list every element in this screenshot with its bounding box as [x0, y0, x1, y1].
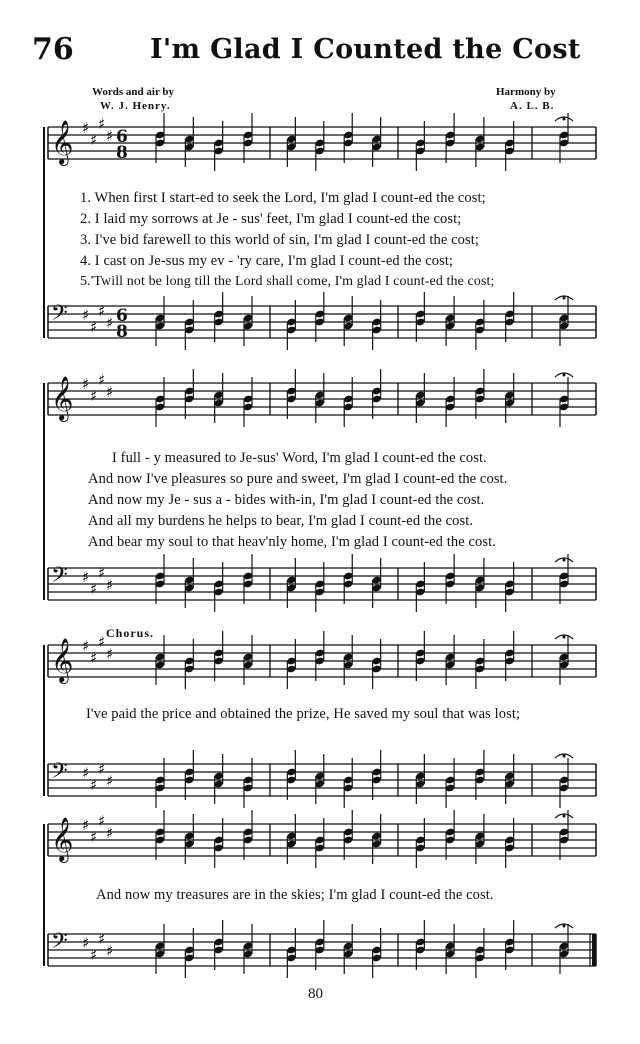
- fermata-dot: [563, 559, 566, 562]
- sharp-icon: ♯: [90, 828, 98, 846]
- sharp-icon: ♯: [98, 371, 106, 389]
- fermata-dot: [563, 815, 566, 818]
- sharp-icon: ♯: [106, 942, 114, 960]
- verse-1-line-2: I full - y measured to Je-sus' Word, I'm glad I count-ed the cost.: [112, 450, 487, 466]
- sharp-icon: ♯: [82, 119, 90, 137]
- page-number: 80: [308, 986, 323, 1002]
- sharp-icon: ♯: [82, 816, 90, 834]
- sharp-icon: ♯: [98, 633, 106, 651]
- sharp-icon: ♯: [90, 131, 98, 149]
- verse-5-line-1: 5.'Twill not be long till the Lord shall come, I'm glad I count-ed the cost;: [80, 274, 495, 289]
- sharp-icon: ♯: [106, 314, 114, 332]
- words-credit-label: Words and air by: [92, 86, 175, 98]
- treble-clef-icon: 𝄞: [51, 817, 74, 861]
- sharp-icon: ♯: [90, 580, 98, 598]
- bass-clef-icon: 𝄢: [51, 759, 68, 789]
- sharp-icon: ♯: [106, 772, 114, 790]
- sharp-icon: ♯: [98, 812, 106, 830]
- sharp-icon: ♯: [106, 576, 114, 594]
- bass-clef-icon: 𝄢: [51, 563, 68, 593]
- sharp-icon: ♯: [82, 306, 90, 324]
- sharp-icon: ♯: [82, 568, 90, 586]
- treble-clef-icon: 𝄞: [51, 120, 74, 164]
- hymn-number: 76: [32, 32, 74, 67]
- time-signature-bottom: 8: [116, 322, 128, 342]
- verse-5-line-2: And bear my soul to that heav'nly home, I'm glad I count-ed the cost.: [88, 534, 496, 550]
- sharp-icon: ♯: [82, 637, 90, 655]
- sharp-icon: ♯: [98, 564, 106, 582]
- treble-clef-icon: 𝄞: [51, 638, 74, 682]
- sharp-icon: ♯: [106, 645, 114, 663]
- time-signature-bottom: 8: [116, 143, 128, 163]
- sharp-icon: ♯: [90, 649, 98, 667]
- verse-4-line-1: 4. I cast on Je-sus my ev - 'ry care, I'm glad I count-ed the cost;: [80, 253, 454, 269]
- time-signature-top: 6: [116, 127, 128, 147]
- sharp-icon: ♯: [82, 764, 90, 782]
- sharp-icon: ♯: [106, 127, 114, 145]
- hymn-title: I'm Glad I Counted the Cost: [150, 34, 581, 65]
- verse-1-line-1: 1. When first I start-ed to seek the Lord, I'm glad I count-ed the cost;: [80, 190, 486, 206]
- sharp-icon: ♯: [98, 302, 106, 320]
- fermata-dot: [563, 636, 566, 639]
- verse-2-line-2: And now I've pleasures so pure and sweet, I'm glad I count-ed the cost.: [88, 471, 508, 487]
- sharp-icon: ♯: [90, 387, 98, 405]
- fermata-dot: [563, 374, 566, 377]
- sharp-icon: ♯: [98, 115, 106, 133]
- chorus-line-2: And now my treasures are in the skies; I'm glad I count-ed the cost.: [96, 887, 494, 903]
- treble-clef-icon: 𝄞: [51, 376, 74, 420]
- sharp-icon: ♯: [106, 383, 114, 401]
- harmony-credit-label: Harmony by: [496, 86, 556, 98]
- fermata-dot: [563, 297, 566, 300]
- words-credit-author: W. J. Henry.: [100, 100, 171, 112]
- chorus-line-1: I've paid the price and obtained the prize, He saved my soul that was lost;: [86, 706, 521, 722]
- time-signature-top: 6: [116, 306, 128, 326]
- harmony-credit-author: A. L. B.: [510, 100, 555, 112]
- fermata-dot: [563, 755, 566, 758]
- bass-clef-icon: 𝄢: [51, 301, 68, 331]
- chorus-label: Chorus.: [106, 626, 155, 640]
- sharp-icon: ♯: [82, 934, 90, 952]
- sharp-icon: ♯: [90, 776, 98, 794]
- verse-3-line-2: And now my Je - sus a - bides with-in, I'm glad I count-ed the cost.: [88, 492, 485, 508]
- verse-2-line-1: 2. I laid my sorrows at Je - sus' feet, I'm glad I count-ed the cost;: [80, 211, 462, 227]
- verse-3-line-1: 3. I've bid farewell to this world of sin, I'm glad I count-ed the cost;: [80, 232, 479, 248]
- fermata-dot: [563, 925, 566, 928]
- sharp-icon: ♯: [106, 824, 114, 842]
- sharp-icon: ♯: [82, 375, 90, 393]
- sharp-icon: ♯: [98, 930, 106, 948]
- sharp-icon: ♯: [90, 946, 98, 964]
- fermata-dot: [563, 118, 566, 121]
- bass-clef-icon: 𝄢: [51, 929, 68, 959]
- sharp-icon: ♯: [90, 318, 98, 336]
- verse-4-line-2: And all my burdens he helps to bear, I'm glad I count-ed the cost.: [88, 513, 474, 529]
- sharp-icon: ♯: [98, 760, 106, 778]
